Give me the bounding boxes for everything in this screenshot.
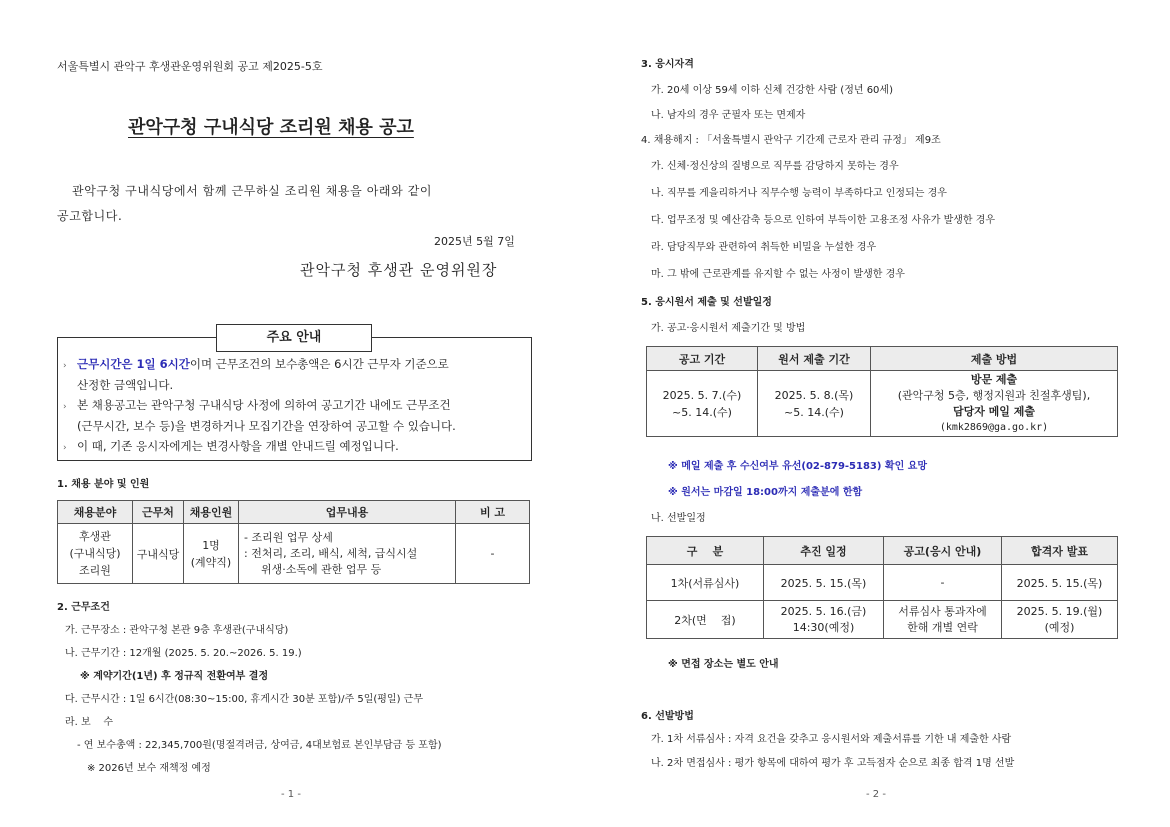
table-cell: 2025. 5. 7.(수) ~5. 14.(수) — [647, 371, 758, 437]
table-cell: 2025. 5. 15.(목) — [764, 565, 884, 601]
table-header: 업무내용 — [239, 501, 456, 524]
qualification-a: 가. 20세 이상 59세 이하 신체 건강한 사람 (정년 60세) — [651, 85, 893, 96]
table-cell: 1명 (계약직) — [184, 524, 239, 584]
table-cell: 방문 제출 (관악구청 5층, 행정지원과 친절후생팀), 담당자 메일 제출 (kmk2869@ga.go.kr) — [871, 371, 1118, 437]
submission-table — [646, 346, 1118, 437]
table-cell: 2025. 5. 8.(목) ~5. 14.(수) — [758, 371, 871, 437]
table-cell: 2025. 5. 15.(목) — [1002, 565, 1118, 601]
termination-d: 라. 담당직무와 관련하여 취득한 비밀을 누설한 경우 — [651, 242, 877, 253]
table-cell: - — [884, 565, 1002, 601]
table-header: 채용인원 — [184, 501, 239, 524]
work-hours: 다. 근무시간 : 1일 6시간(08:30~15:00, 휴게시간 30분 포함)/주 5일(평일) 근무 — [65, 694, 423, 705]
termination-e: 마. 그 밖에 근로관계를 유지할 수 없는 사정이 발생한 경우 — [651, 269, 905, 280]
salary-label: 라. 보 수 — [65, 717, 114, 728]
salary-total: - 연 보수총액 : 22,345,700원(명절격려금, 상여금, 4대보험료 본인부담금 등 포함) — [77, 740, 442, 751]
page-number: - 2 - — [866, 789, 886, 800]
section-4-title: 4. 채용해지 : 「서울특별시 관악구 기간제 근로자 관리 규정」 제9조 — [641, 135, 941, 146]
recruitment-table — [57, 500, 530, 584]
table-header: 구 분 — [647, 537, 764, 565]
table-cell: 2025. 5. 19.(월) (예정) — [1002, 601, 1118, 639]
table-cell: 후생관 (구내식당) 조리원 — [58, 524, 133, 584]
schedule-table — [646, 536, 1118, 639]
interview-location-note: ※ 면접 장소는 별도 안내 — [668, 659, 779, 670]
table-header: 합격자 발표 — [1002, 537, 1118, 565]
selection-stage-2: 나. 2차 면접심사 : 평가 항목에 대하여 평가 후 고득점자 순으로 최종 합격 1명 선발 — [651, 758, 1015, 769]
schedule-subtitle: 나. 선발일정 — [651, 513, 706, 524]
table-header: 근무처 — [133, 501, 184, 524]
page-title: 관악구청 구내식당 조리원 채용 공고 — [128, 117, 414, 138]
table-header: 제출 방법 — [871, 347, 1118, 371]
email-confirm-note: ※ 메일 제출 후 수신여부 유선(02-879-5183) 확인 요망 — [668, 461, 928, 472]
notice-bullet-2: › 본 채용공고는 관악구청 구내식당 사정에 의하여 공고기간 내에도 근무조건 — [63, 398, 451, 412]
submission-subtitle: 가. 공고·응시원서 제출기간 및 방법 — [651, 323, 806, 334]
salary-note: ※ 2026년 보수 재책정 예정 — [87, 763, 211, 774]
table-cell: - — [456, 524, 530, 584]
notice-bullet-2-cont: (근무시간, 보수 등)을 변경하거나 모집기간을 연장하여 공고할 수 있습니다. — [77, 419, 456, 433]
notice-bullet-1-cont: 산정한 금액입니다. — [77, 378, 174, 392]
qualification-b: 나. 남자의 경우 군필자 또는 면제자 — [651, 110, 806, 121]
notice-bullet-1: › 근무시간은 1일 6시간이며 근무조건의 보수총액은 6시간 근무자 기준으로 — [63, 357, 449, 371]
table-header: 비 고 — [456, 501, 530, 524]
issuer: 관악구청 후생관 운영위원장 — [300, 261, 498, 279]
bullet-icon: › — [63, 443, 67, 453]
section-5-title: 5. 응시원서 제출 및 선발일정 — [641, 297, 772, 308]
termination-c: 다. 업무조정 및 예산감축 등으로 인하여 부득이한 고용조정 사유가 발생한 경우 — [651, 215, 996, 226]
contract-note: ※ 계약기간(1년) 후 정규직 전환여부 결정 — [80, 671, 269, 682]
termination-a: 가. 신체·정신상의 질병으로 직무를 감당하지 못하는 경우 — [651, 161, 899, 172]
selection-stage-1: 가. 1차 서류심사 : 자격 요건을 갖추고 응시원서와 제출서류를 기한 내 제출한 사람 — [651, 734, 1012, 745]
work-period: 나. 근무기간 : 12개월 (2025. 5. 20.~2026. 5. 19.) — [65, 648, 302, 659]
intro-line-2: 공고합니다. — [57, 209, 123, 223]
intro-line-1: 관악구청 구내식당에서 함께 근무하실 조리원 채용을 아래와 같이 — [72, 184, 433, 198]
table-header: 채용분야 — [58, 501, 133, 524]
table-header: 공고 기간 — [647, 347, 758, 371]
table-cell: 서류심사 통과자에 한해 개별 연락 — [884, 601, 1002, 639]
work-location: 가. 근무장소 : 관악구청 본관 9층 후생관(구내식당) — [65, 625, 289, 636]
table-header: 공고(응시 안내) — [884, 537, 1002, 565]
section-2-title: 2. 근무조건 — [57, 602, 110, 613]
page-number: - 1 - — [281, 789, 301, 800]
table-cell: 구내식당 — [133, 524, 184, 584]
deadline-note: ※ 원서는 마감일 18:00까지 제출분에 한함 — [668, 487, 863, 498]
section-6-title: 6. 선발방법 — [641, 711, 694, 722]
bullet-icon: › — [63, 402, 67, 412]
bullet-icon: › — [63, 361, 67, 371]
announcement-number: 서울특별시 관악구 후생관운영위원회 공고 제2025-5호 — [57, 60, 323, 73]
table-cell: - 조리원 업무 상세 : 전처리, 조리, 배식, 세척, 급식시설 위생·소독에 관한 업무 등 — [239, 524, 456, 584]
notice-bullet-3: › 이 때, 기존 응시자에게는 변경사항을 개별 안내드릴 예정입니다. — [63, 439, 399, 453]
table-header: 원서 제출 기간 — [758, 347, 871, 371]
table-cell: 2차(면 접) — [647, 601, 764, 639]
notice-title: 주요 안내 — [216, 324, 372, 352]
section-3-title: 3. 응시자격 — [641, 59, 694, 70]
table-cell: 1차(서류심사) — [647, 565, 764, 601]
section-1-title: 1. 채용 분야 및 인원 — [57, 479, 150, 490]
table-cell: 2025. 5. 16.(금) 14:30(예정) — [764, 601, 884, 639]
termination-b: 나. 직무를 게을리하거나 직무수행 능력이 부족하다고 인정되는 경우 — [651, 188, 947, 199]
announcement-date: 2025년 5월 7일 — [434, 235, 515, 248]
table-header: 추진 일정 — [764, 537, 884, 565]
